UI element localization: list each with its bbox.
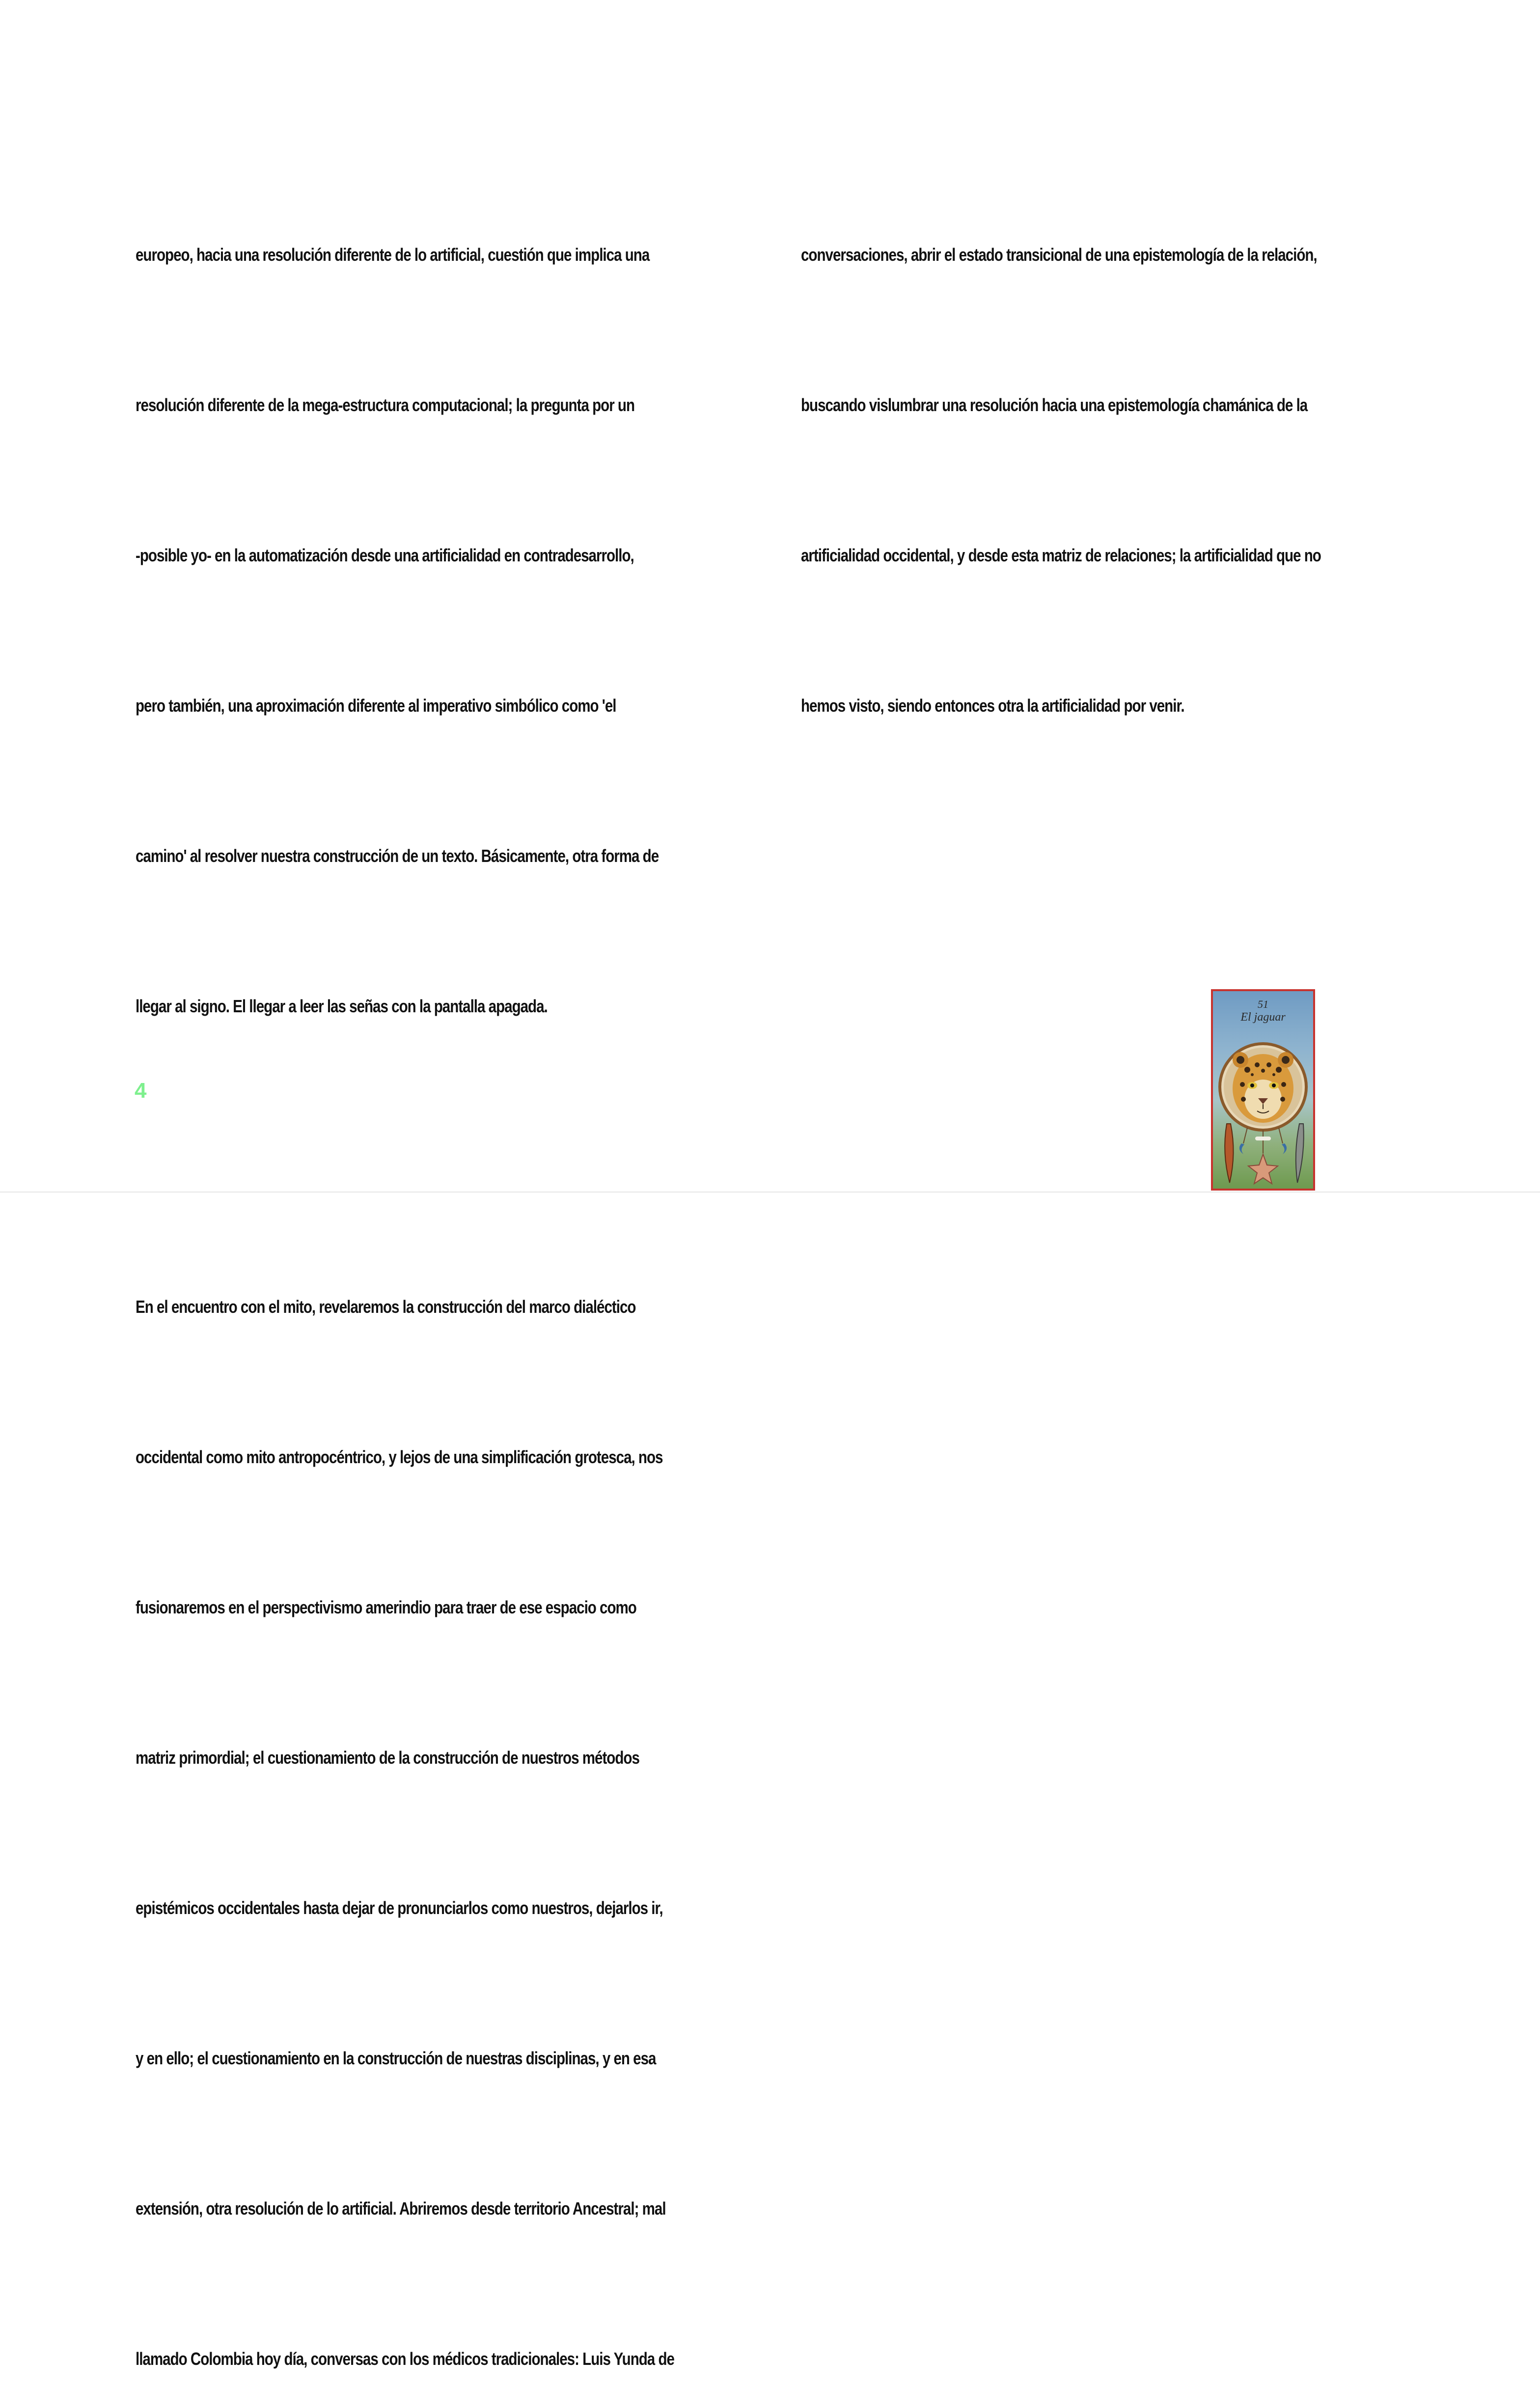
text-line: matriz primordial; el cuestionamiento de la construcción de nuestros métodos (136, 1748, 639, 1768)
card-title: El jaguar (1240, 1011, 1286, 1024)
paragraph-gap (136, 1132, 754, 1182)
text-line: epistémicos occidentales hasta dejar de pronunciarlos como nuestros, dejarlos ir, (136, 1898, 663, 1918)
text-line: -posible yo- en la automatización desde una artificialidad en contradesarrollo, (136, 545, 634, 565)
right-paragraph-1 (801, 130, 1420, 831)
page-number: 4 (135, 1079, 147, 1103)
text-line: pero también, una aproximación diferente al imperativo simbólico como 'el (136, 695, 616, 716)
text-line: hemos visto, siendo entonces otra la artificialidad por venir. (801, 695, 1184, 716)
text-line: extensión, otra resolución de lo artificial. Abriremos desde territorio Ancestral; mal (136, 2198, 666, 2219)
left-paragraph-2 (136, 1182, 754, 2387)
text-line: llegar al signo. El llegar a leer las señas con la pantalla apagada. (136, 996, 548, 1016)
text-line: llamado Colombia hoy día, conversas con los médicos tradicionales: Luis Yunda de (136, 2349, 674, 2369)
left-paragraph-1 (136, 130, 754, 1132)
text-line: camino' al resolver nuestra construcción de un texto. Básicamente, otra forma de (136, 846, 659, 866)
left-text-column (136, 130, 754, 2387)
right-text-column (801, 130, 1420, 831)
text-line: europeo, hacia una resolución diferente de lo artificial, cuestión que implica una (136, 245, 650, 265)
text-line: y en ello; el cuestionamiento en la construcción de nuestras disciplinas, y en esa (136, 2048, 656, 2068)
text-line: resolución diferente de la mega-estructura computacional; la pregunta por un (136, 395, 635, 415)
jaguar-card-image (1211, 989, 1315, 1191)
bottom-divider (0, 1192, 1540, 1193)
card-number: 51 (1258, 998, 1268, 1010)
text-line: artificialidad occidental, y desde esta matriz de relaciones; la artificialidad que no (801, 545, 1321, 565)
text-line: En el encuentro con el mito, revelaremos la construcción del marco dialéctico (136, 1297, 636, 1317)
text-line: occidental como mito antropocéntrico, y lejos de una simplificación grotesca, nos (136, 1447, 663, 1467)
text-line: buscando vislumbrar una resolución hacia una epistemología chamánica de la (801, 395, 1308, 415)
jaguar-illustration-icon (1213, 1040, 1313, 1189)
text-line: conversaciones, abrir el estado transicional de una epistemología de la relación, (801, 245, 1317, 265)
text-line: fusionaremos en el perspectivismo amerindio para traer de ese espacio como (136, 1597, 636, 1617)
